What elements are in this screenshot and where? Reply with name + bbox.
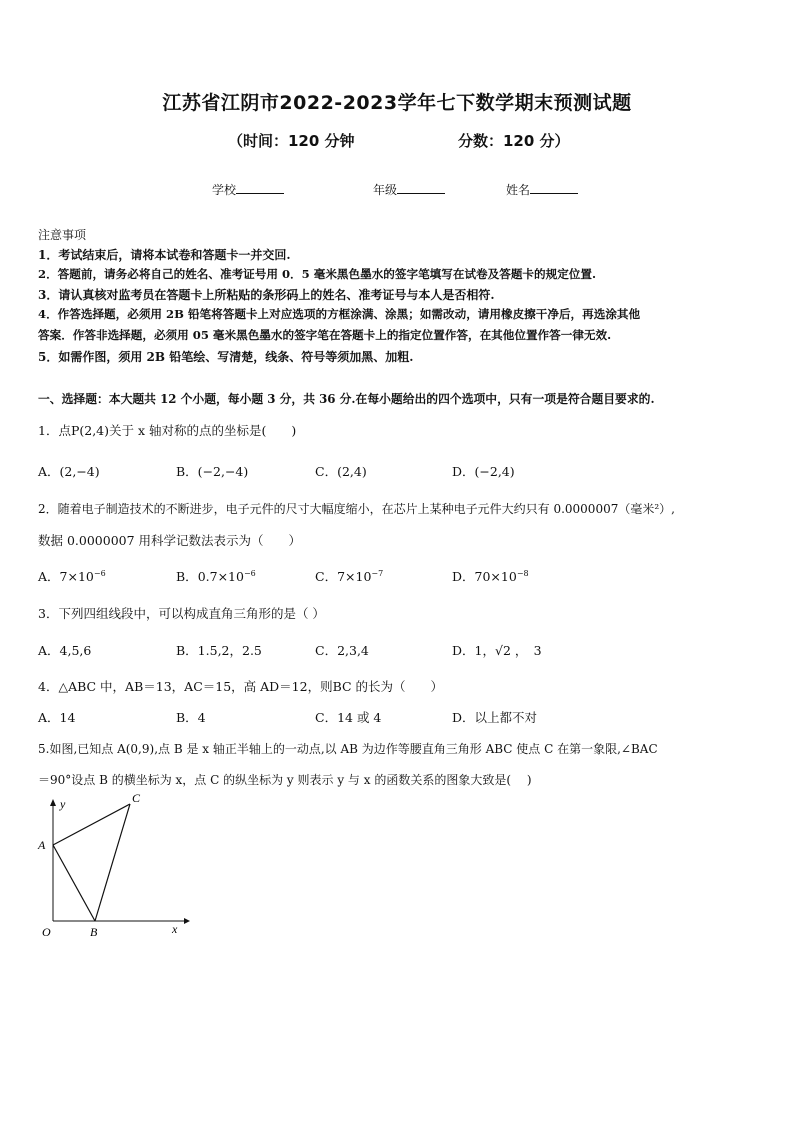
exam-score: 分数：120 分） bbox=[458, 132, 570, 150]
option-base: 0.7×10 bbox=[197, 569, 244, 584]
label-c: C bbox=[132, 791, 141, 805]
q4-option-b[interactable]: B．4 bbox=[176, 710, 206, 725]
notice-item: 3．请认真核对监考员在答题卡上所粘贴的条形码上的姓名、准考证号与本人是否相符. bbox=[38, 288, 495, 302]
option-base: 7×10 bbox=[337, 569, 372, 584]
notice-heading: 注意事项 bbox=[38, 228, 87, 242]
option-letter: A． bbox=[38, 569, 60, 584]
q1-option-a[interactable]: A．(2,−4) bbox=[38, 464, 100, 479]
label-a: A bbox=[38, 838, 46, 852]
q3-option-d[interactable]: D．1，√2 ， 3 bbox=[452, 643, 542, 658]
label-o: O bbox=[42, 925, 51, 939]
question-1-stem: 1．点P(2,4)关于 x 轴对称的点的坐标是( ) bbox=[38, 423, 297, 438]
label-y: y bbox=[60, 797, 66, 811]
segment-bc bbox=[95, 804, 130, 921]
notice-item: 1．考试结束后，请将本试卷和答题卡一并交回. bbox=[38, 248, 291, 262]
name-blank[interactable] bbox=[530, 182, 578, 194]
q1-option-c[interactable]: C．(2,4) bbox=[315, 464, 367, 479]
option-exponent: −6 bbox=[243, 568, 256, 578]
option-exponent: −6 bbox=[93, 568, 106, 578]
y-axis-arrow-icon bbox=[50, 799, 56, 806]
question-3-stem: 3．下列四组线段中，可以构成直角三角形的是（ ） bbox=[38, 606, 325, 621]
label-b: B bbox=[90, 925, 98, 939]
option-base: 7×10 bbox=[59, 569, 94, 584]
option-exponent: −8 bbox=[516, 568, 529, 578]
q3-option-b[interactable]: B．1.5,2，2.5 bbox=[176, 643, 262, 658]
exam-time: （时间：120 分钟 bbox=[228, 132, 355, 150]
page-title: 江苏省江阴市2022-2023学年七下数学期末预测试题 bbox=[162, 92, 632, 114]
q2-option-b[interactable] bbox=[176, 567, 256, 585]
question-2-stem-cont: 数据 0.0000007 用科学记数法表示为（ ） bbox=[38, 533, 302, 548]
q2-option-d[interactable] bbox=[452, 567, 529, 585]
q2-option-a[interactable] bbox=[38, 567, 106, 585]
segment-ab bbox=[53, 845, 95, 921]
q4-option-d[interactable]: D．以上都不对 bbox=[452, 710, 538, 725]
q1-option-d[interactable]: D．(−2,4) bbox=[452, 464, 515, 479]
q3-option-c[interactable]: C．2,3,4 bbox=[315, 643, 369, 658]
question-5-stem-cont: ＝90°设点 B 的横坐标为 x，点 C 的纵坐标为 y 则表示 y 与 x 的函数关系的图象大致是( ) bbox=[38, 773, 532, 787]
section-heading: 一、选择题：本大题共 12 个小题，每小题 3 分，共 36 分.在每小题给出的四个选项中，只有一项是符合题目要求的. bbox=[38, 392, 655, 406]
grade-label: 年级 bbox=[373, 183, 398, 197]
q3-option-a[interactable]: A．4,5,6 bbox=[38, 643, 92, 658]
question-5-stem: 5.如图,已知点 A(0,9),点 B 是 x 轴正半轴上的一动点,以 AB 为边作等腰直角三角形 ABC 使点 C 在第一象限,∠BAC bbox=[38, 742, 658, 756]
option-letter: D． bbox=[452, 569, 475, 584]
q5-figure bbox=[34, 790, 194, 940]
q2-option-c[interactable] bbox=[315, 567, 383, 585]
q1-option-b[interactable]: B．(−2,−4) bbox=[176, 464, 249, 479]
question-4-stem: 4．△ABC 中，AB＝13，AC＝15，高 AD＝12，则BC 的长为（ ） bbox=[38, 679, 444, 694]
name-field bbox=[506, 181, 578, 198]
notice-item: 2．答题前，请务必将自己的姓名、准考证号用 0．5 毫米黑色墨水的签字笔填写在试卷及答题卡的规定位置. bbox=[38, 267, 597, 281]
x-axis-arrow-icon bbox=[184, 918, 190, 924]
option-base: 70×10 bbox=[474, 569, 517, 584]
school-field bbox=[212, 181, 284, 198]
school-label: 学校 bbox=[212, 183, 237, 197]
grade-blank[interactable] bbox=[397, 182, 445, 194]
name-label: 姓名 bbox=[506, 183, 531, 197]
option-letter: B． bbox=[176, 569, 198, 584]
q4-option-c[interactable]: C．14 或 4 bbox=[315, 710, 382, 725]
notice-item: 4．作答选择题，必须用 2B 铅笔将答题卡上对应选项的方框涂满、涂黑；如需改动，请用橡皮擦干净后，再选涂其他 bbox=[38, 307, 641, 321]
question-2-stem: 2．随着电子制造技术的不断进步，电子元件的尺寸大幅度缩小，在芯片上某种电子元件大约只有 0.0000007（毫米²）, bbox=[38, 502, 675, 516]
notice-item: 5．如需作图，须用 2B 铅笔绘、写清楚，线条、符号等须加黑、加粗. bbox=[38, 350, 414, 364]
school-blank[interactable] bbox=[236, 182, 284, 194]
option-exponent: −7 bbox=[371, 568, 384, 578]
grade-field bbox=[373, 181, 445, 198]
option-letter: C． bbox=[315, 569, 338, 584]
q4-option-a[interactable]: A．14 bbox=[38, 710, 76, 725]
notice-item: 答案．作答非选择题，必须用 05 毫米黑色墨水的签字笔在答题卡上的指定位置作答，在其他位置作答一律无效. bbox=[38, 328, 612, 342]
label-x: x bbox=[172, 922, 178, 936]
